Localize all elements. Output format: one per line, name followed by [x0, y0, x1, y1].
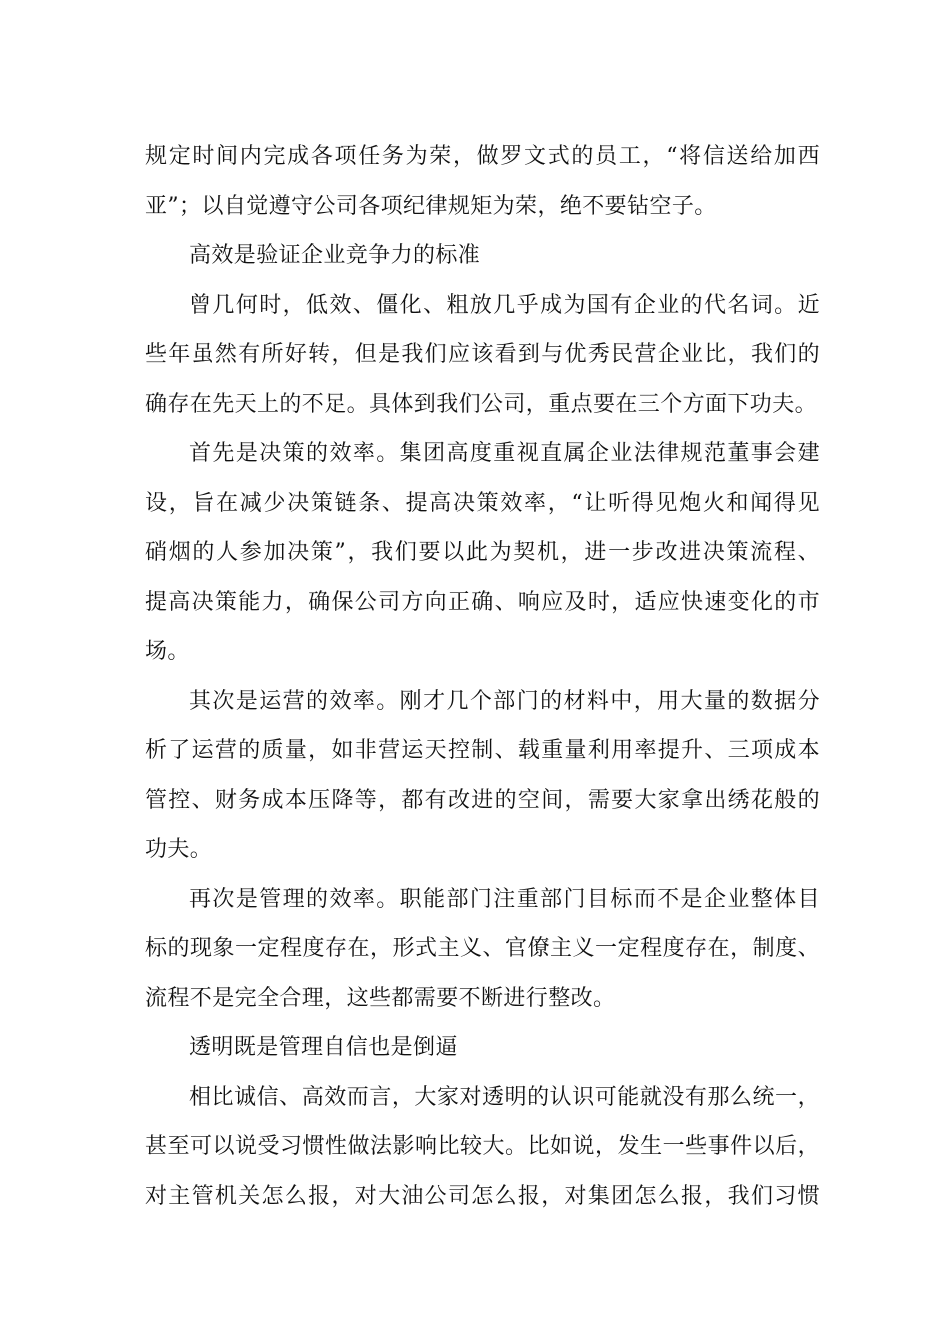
text-line: 管控、财务成本压降等，都有改进的空间，需要大家拿出绣花般的: [145, 787, 820, 813]
text-line: 首先是决策的效率。集团高度重视直属企业法律规范董事会建: [189, 441, 820, 466]
text-line: 标的现象一定程度存在，形式主义、官僚主义一定程度存在，制度、: [145, 936, 820, 961]
text-line: 曾几何时，低效、僵化、粗放几乎成为国有企业的代名词。近: [189, 292, 820, 318]
text-line: 些年虽然有所好转，但是我们应该看到与优秀民营企业比，我们的: [145, 342, 820, 367]
document-body: [145, 132, 820, 1221]
text-line: 相比诚信、高效而言，大家对透明的认识可能就没有那么统一，: [189, 1084, 820, 1110]
text-line: 功夫。: [145, 837, 213, 862]
text-line: 提高决策能力，确保公司方向正确、响应及时，适应快速变化的市: [145, 589, 820, 615]
text-line: 其次是运营的效率。刚才几个部门的材料中，用大量的数据分: [189, 688, 820, 714]
text-line: 场。: [145, 639, 190, 664]
text-line: 规定时间内完成各项任务为荣，做罗文式的员工，“将信送给加西: [145, 144, 820, 169]
text-line: 设，旨在减少决策链条、提高决策效率，“让听得见炮火和闻得见: [145, 490, 820, 516]
text-line: 析了运营的质量，如非营运天控制、载重量利用率提升、三项成本: [145, 738, 820, 763]
section-heading: 高效是验证企业竞争力的标准: [189, 243, 481, 268]
text-line: 确存在先天上的不足。具体到我们公司，重点要在三个方面下功夫。: [145, 391, 818, 417]
text-line: 硝烟的人参加决策”，我们要以此为契机，进一步改进决策流程、: [145, 540, 820, 565]
text-line: 对主管机关怎么报，对大油公司怎么报，对集团怎么报，我们习惯: [145, 1183, 820, 1209]
text-line: 再次是管理的效率。职能部门注重部门目标而不是企业整体目: [189, 886, 820, 912]
text-line: 亚”；以自觉遵守公司各项纪律规矩为荣，绝不要钻空子。: [145, 193, 717, 219]
text-line: 流程不是完全合理，这些都需要不断进行整改。: [145, 985, 616, 1011]
text-line: 甚至可以说受习惯性做法影响比较大。比如说，发生一些事件以后，: [145, 1134, 820, 1159]
section-heading: 透明既是管理自信也是倒逼: [189, 1035, 458, 1060]
